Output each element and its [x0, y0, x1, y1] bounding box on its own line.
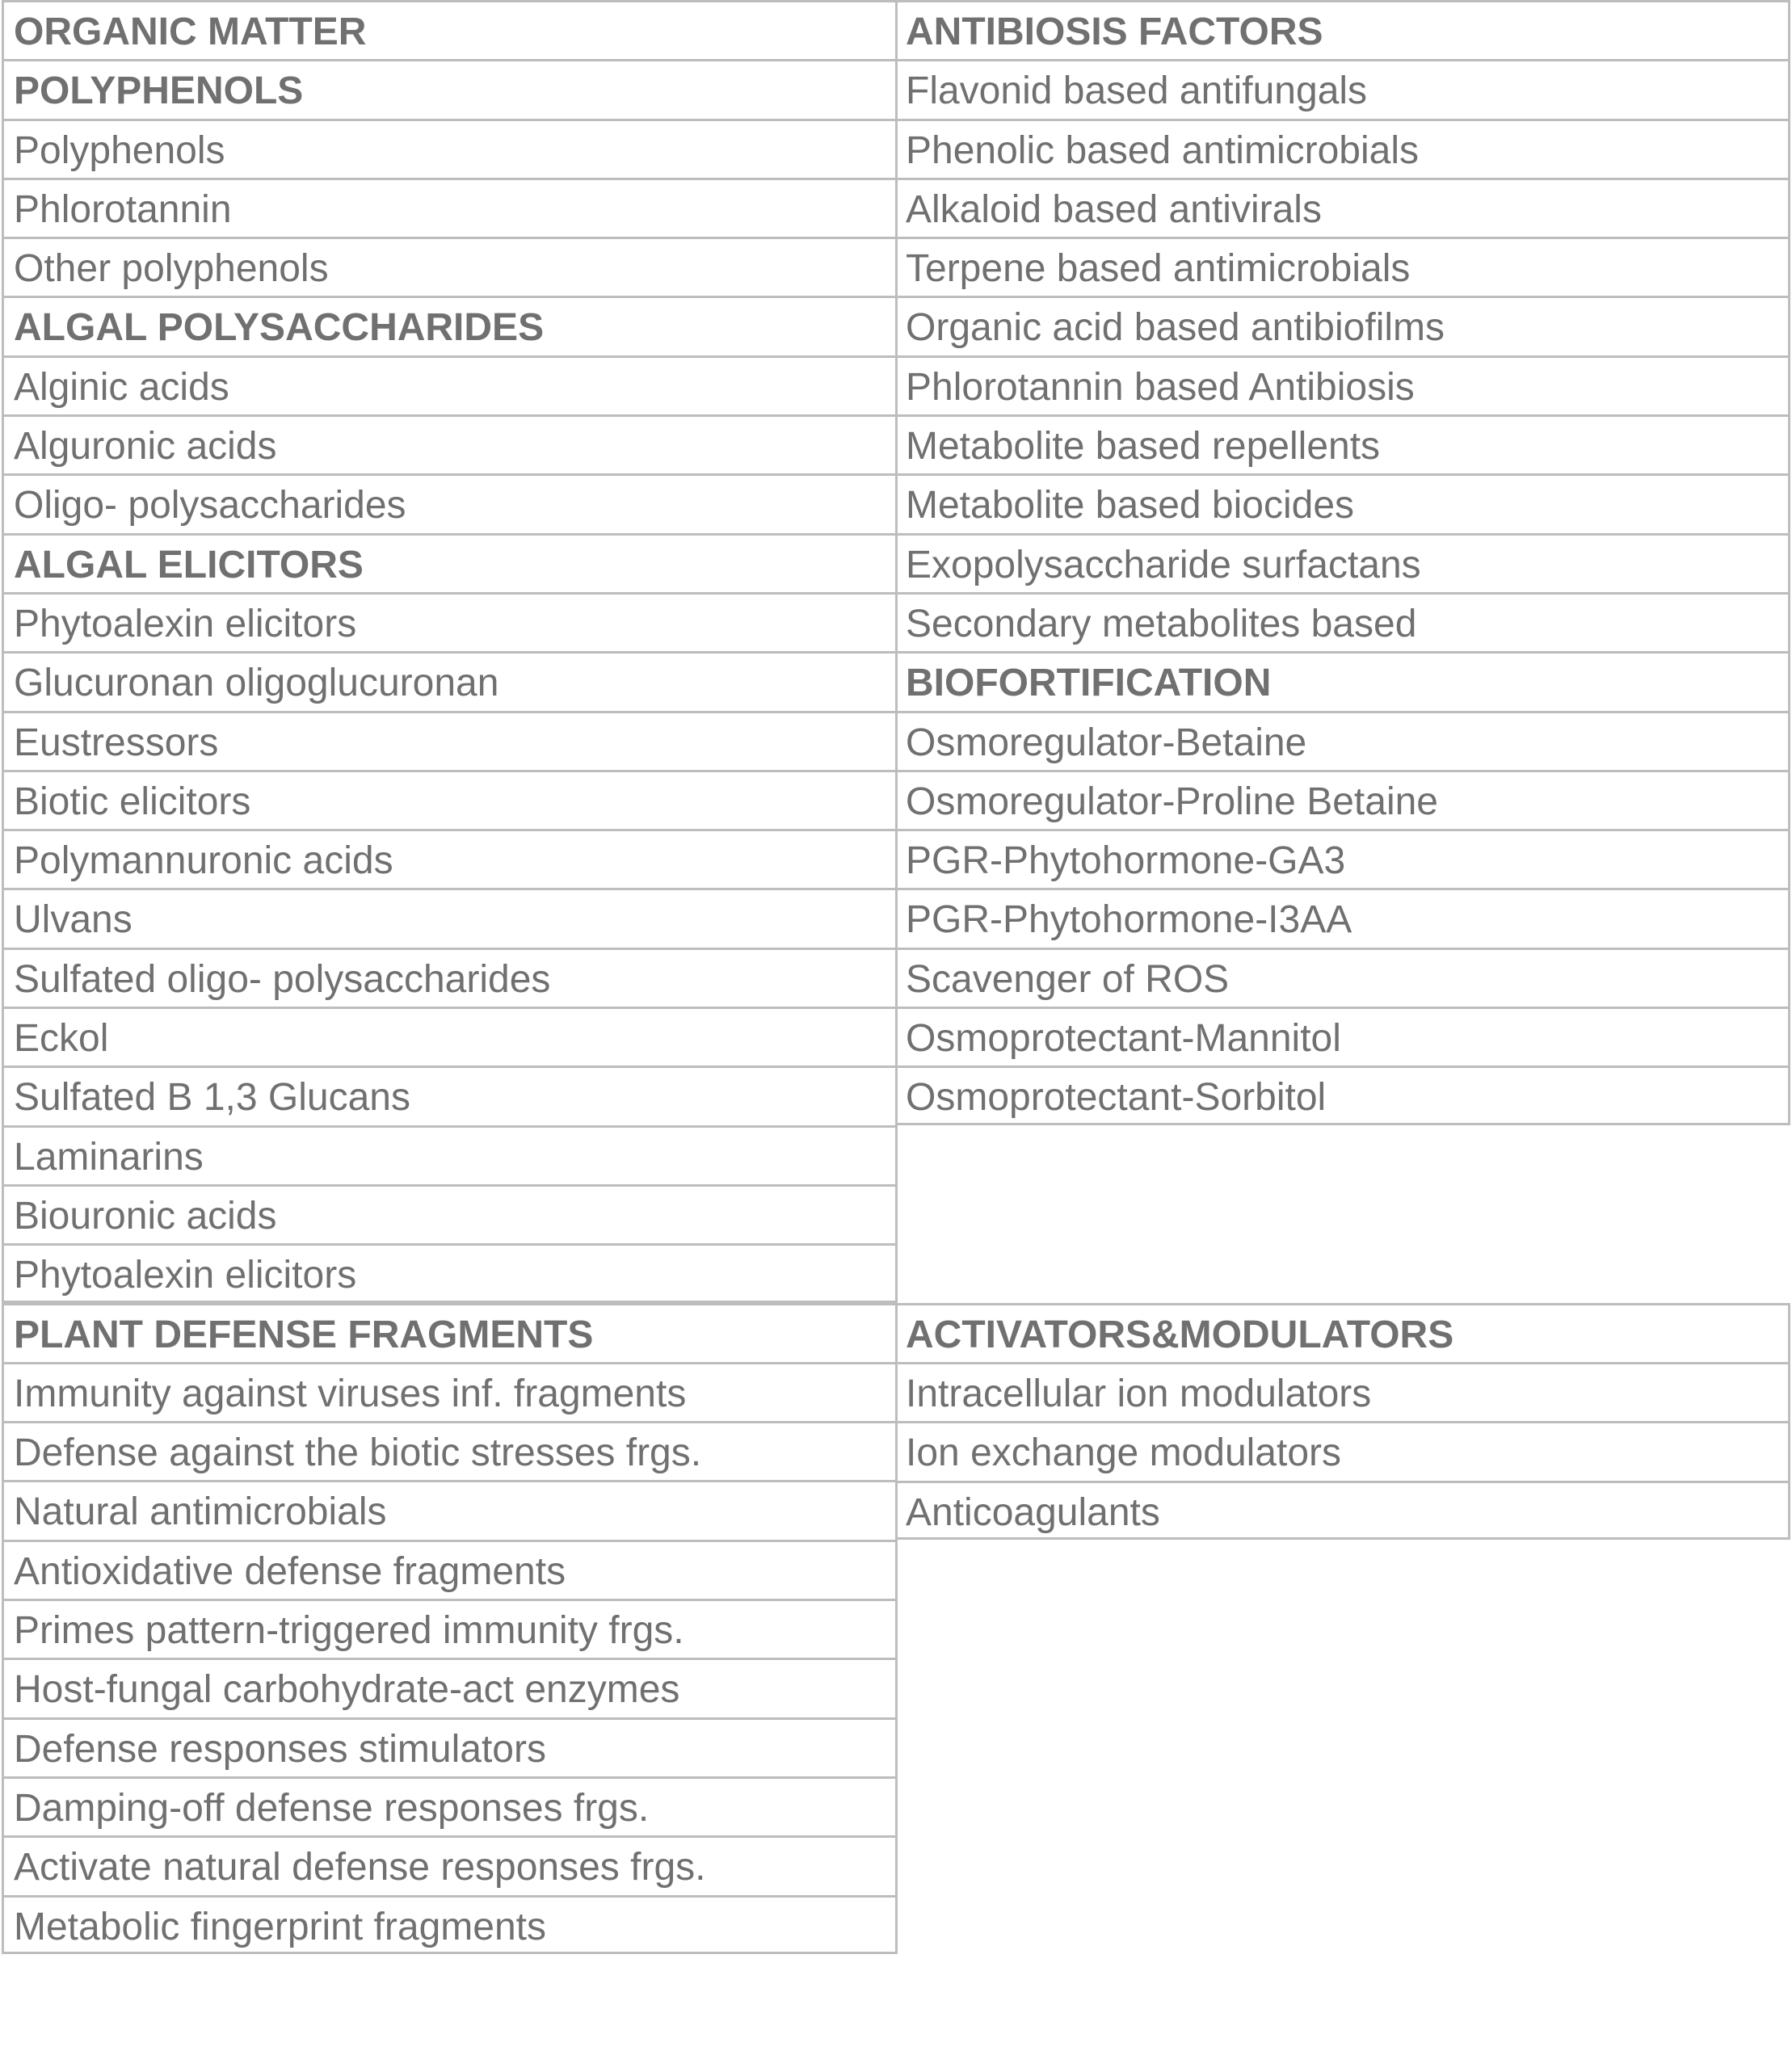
table-row: Intracellular ion modulators [896, 1362, 1790, 1421]
table-row: Defense responses stimulators [2, 1717, 898, 1776]
table-row: Metabolite based biocides [896, 473, 1790, 532]
table-row: Metabolic fingerprint fragments [2, 1895, 898, 1954]
table-row: Flavonid based antifungals [896, 59, 1790, 118]
plant-defense-header: PLANT DEFENSE FRAGMENTS [2, 1303, 898, 1362]
table-row: Ulvans [2, 888, 898, 947]
table-subheader: ALGAL POLYSACCHARIDES [2, 296, 898, 355]
table-row: Eustressors [2, 711, 898, 770]
plant-defense-block [2, 1303, 898, 1954]
table-row: Metabolite based repellents [896, 414, 1790, 473]
table-row: Antioxidative defense fragments [2, 1540, 898, 1599]
table-row: Activate natural defense responses frgs. [2, 1835, 898, 1894]
activators-block [896, 1303, 1790, 1540]
table-row: Laminarins [2, 1125, 898, 1184]
table-row: Host-fungal carbohydrate-act enzymes [2, 1658, 898, 1717]
table-subheader: POLYPHENOLS [2, 59, 898, 118]
left-column [2, 0, 898, 1954]
table-row: Other polyphenols [2, 237, 898, 296]
table-row: Biouronic acids [2, 1184, 898, 1243]
table-row: Terpene based antimicrobials [896, 237, 1790, 296]
table-row: Scavenger of ROS [896, 948, 1790, 1007]
table-row: Phlorotannin [2, 178, 898, 237]
table-row: Alguronic acids [2, 414, 898, 473]
organic-matter-header: ORGANIC MATTER [2, 0, 898, 59]
table-row: Natural antimicrobials [2, 1480, 898, 1539]
table-row: Oligo- polysaccharides [2, 473, 898, 532]
antibiosis-block [896, 0, 1790, 1125]
table-row: Immunity against viruses inf. fragments [2, 1362, 898, 1421]
table-row: Primes pattern-triggered immunity frgs. [2, 1599, 898, 1658]
table-row: Secondary metabolites based [896, 592, 1790, 651]
table-row: Organic acid based antibiofilms [896, 296, 1790, 355]
table-row: Osmoregulator-Proline Betaine [896, 770, 1790, 829]
table-row: Osmoprotectant-Sorbitol [896, 1066, 1790, 1124]
antibiosis-header: ANTIBIOSIS FACTORS [896, 0, 1790, 59]
table-row: Sulfated B 1,3 Glucans [2, 1066, 898, 1124]
table-row: Phytoalexin elicitors [2, 592, 898, 651]
table-row: Biotic elicitors [2, 770, 898, 829]
table-subheader: ALGAL ELICITORS [2, 533, 898, 592]
table-row: Phytoalexin elicitors [2, 1243, 898, 1302]
table-row: Phenolic based antimicrobials [896, 119, 1790, 178]
table-row: Eckol [2, 1007, 898, 1066]
organic-matter-block [2, 0, 898, 1303]
table-row: Osmoprotectant-Mannitol [896, 1007, 1790, 1066]
table-row: Anticoagulants [896, 1481, 1790, 1540]
table-row: Sulfated oligo- polysaccharides [2, 948, 898, 1007]
activators-header: ACTIVATORS&MODULATORS [896, 1303, 1790, 1362]
table-row: Alginic acids [2, 355, 898, 414]
table-row: Glucuronan oligoglucuronan [2, 651, 898, 710]
table-row: Phlorotannin based Antibiosis [896, 355, 1790, 414]
table-subheader: BIOFORTIFICATION [896, 651, 1790, 710]
table-row: Alkaloid based antivirals [896, 178, 1790, 237]
table-row: Damping-off defense responses frgs. [2, 1776, 898, 1835]
table-row: Defense against the biotic stresses frgs. [2, 1421, 898, 1480]
table-row: Polyphenols [2, 119, 898, 178]
table-row: PGR-Phytohormone-GA3 [896, 829, 1790, 888]
table-row: Polymannuronic acids [2, 829, 898, 888]
table-row: PGR-Phytohormone-I3AA [896, 888, 1790, 947]
right-column-gap [896, 1125, 1790, 1303]
table-row: Ion exchange modulators [896, 1421, 1790, 1480]
right-column [896, 0, 1790, 1540]
table-row: Exopolysaccharide surfactans [896, 533, 1790, 592]
table-row: Osmoregulator-Betaine [896, 711, 1790, 770]
